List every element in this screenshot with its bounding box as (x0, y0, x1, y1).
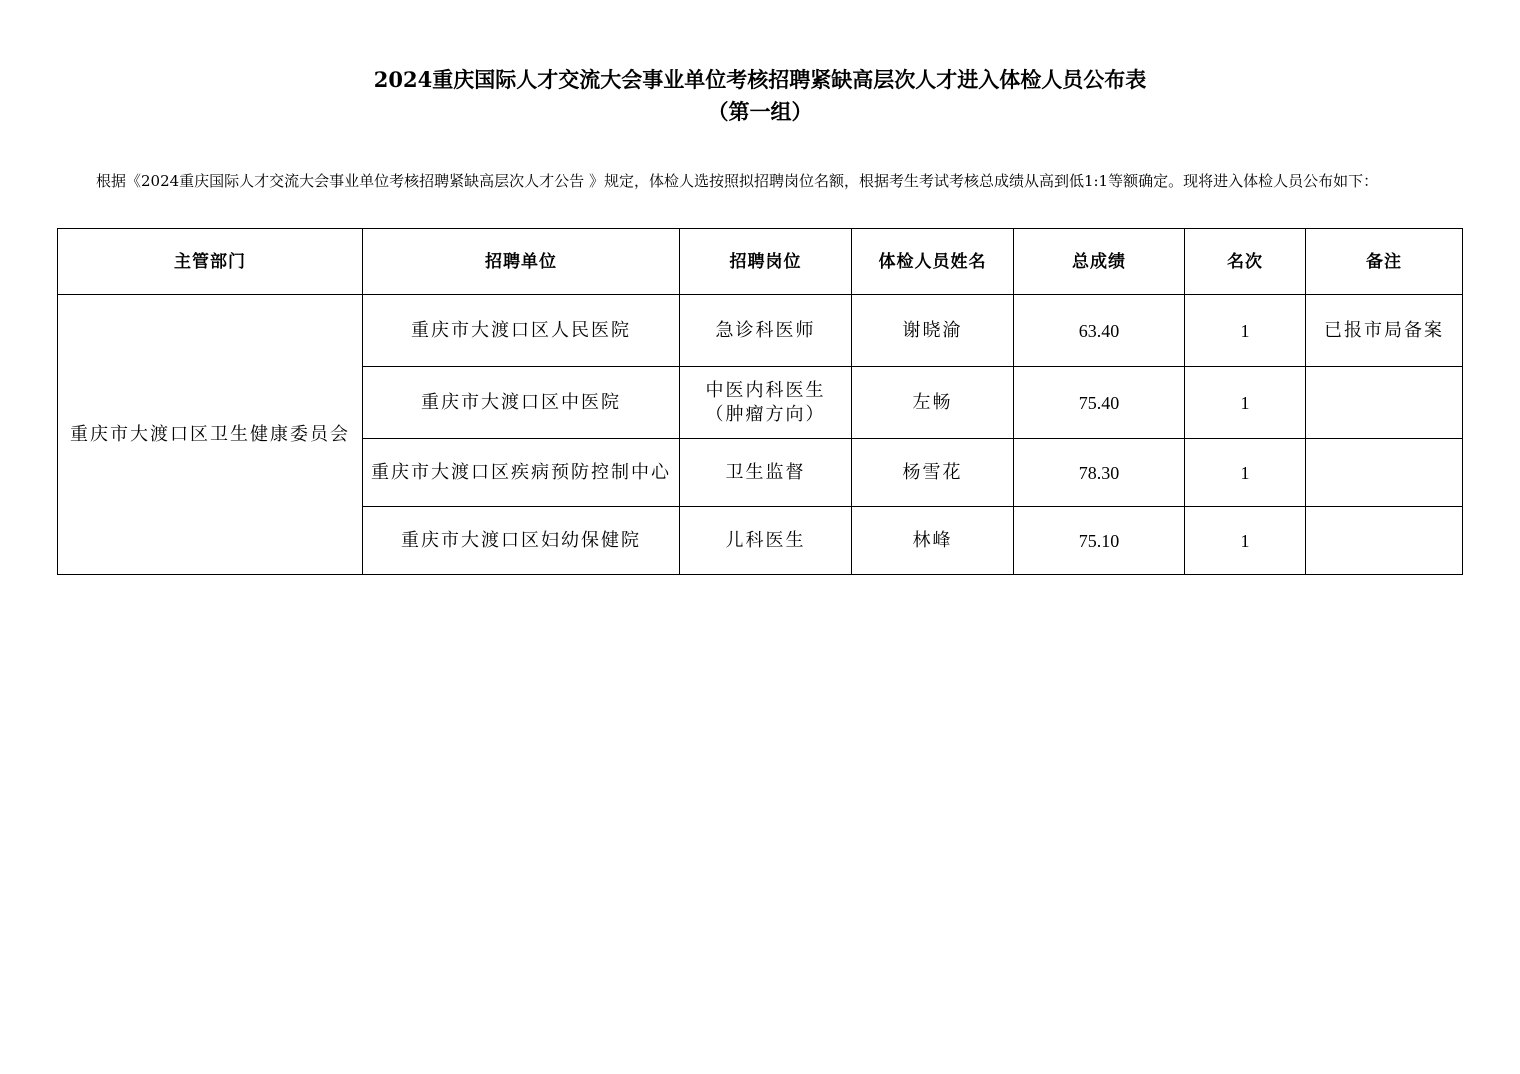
cell-position: 卫生监督 (680, 439, 852, 507)
header-score: 总成绩 (1014, 229, 1185, 295)
cell-remark (1306, 367, 1463, 439)
cell-unit: 重庆市大渡口区妇幼保健院 (363, 507, 680, 575)
cell-remark (1306, 439, 1463, 507)
cell-department: 重庆市大渡口区卫生健康委员会 (58, 295, 363, 575)
cell-score: 63.40 (1014, 295, 1185, 367)
cell-score: 75.40 (1014, 367, 1185, 439)
title-line-2: （第一组） (707, 99, 813, 124)
cell-unit: 重庆市大渡口区疾病预防控制中心 (363, 439, 680, 507)
cell-name: 谢晓渝 (852, 295, 1014, 367)
title-line-1: 2024重庆国际人才交流大会事业单位考核招聘紧缺高层次人才进入体检人员公布表 (373, 67, 1147, 92)
header-remark: 备注 (1306, 229, 1463, 295)
cell-name: 林峰 (852, 507, 1014, 575)
intro-paragraph: 根据《2024重庆国际人才交流大会事业单位考核招聘紧缺高层次人才公告 》规定，体检人选按照拟招聘岗位名额，根据考生考试考核总成绩从高到低1:1等额确定。现将进入体检人员公布如下： (96, 172, 1379, 190)
cell-rank: 1 (1185, 507, 1306, 575)
header-position: 招聘岗位 (680, 229, 852, 295)
table-row (58, 295, 1463, 367)
header-department: 主管部门 (58, 229, 363, 295)
cell-rank: 1 (1185, 295, 1306, 367)
medical-exam-roster-table (57, 228, 1463, 575)
header-unit: 招聘单位 (363, 229, 680, 295)
cell-score: 78.30 (1014, 439, 1185, 507)
cell-remark (1306, 507, 1463, 575)
cell-unit: 重庆市大渡口区人民医院 (363, 295, 680, 367)
cell-score: 75.10 (1014, 507, 1185, 575)
cell-remark: 已报市局备案 (1306, 295, 1463, 367)
cell-position: 儿科医生 (680, 507, 852, 575)
cell-position: 中医内科医生（肿瘤方向） (680, 367, 852, 439)
cell-rank: 1 (1185, 367, 1306, 439)
cell-unit: 重庆市大渡口区中医院 (363, 367, 680, 439)
table-header-row (58, 229, 1463, 295)
cell-name: 杨雪花 (852, 439, 1014, 507)
cell-rank: 1 (1185, 439, 1306, 507)
cell-position: 急诊科医师 (680, 295, 852, 367)
document-title (0, 64, 1520, 128)
header-name: 体检人员姓名 (852, 229, 1014, 295)
header-rank: 名次 (1185, 229, 1306, 295)
cell-name: 左畅 (852, 367, 1014, 439)
